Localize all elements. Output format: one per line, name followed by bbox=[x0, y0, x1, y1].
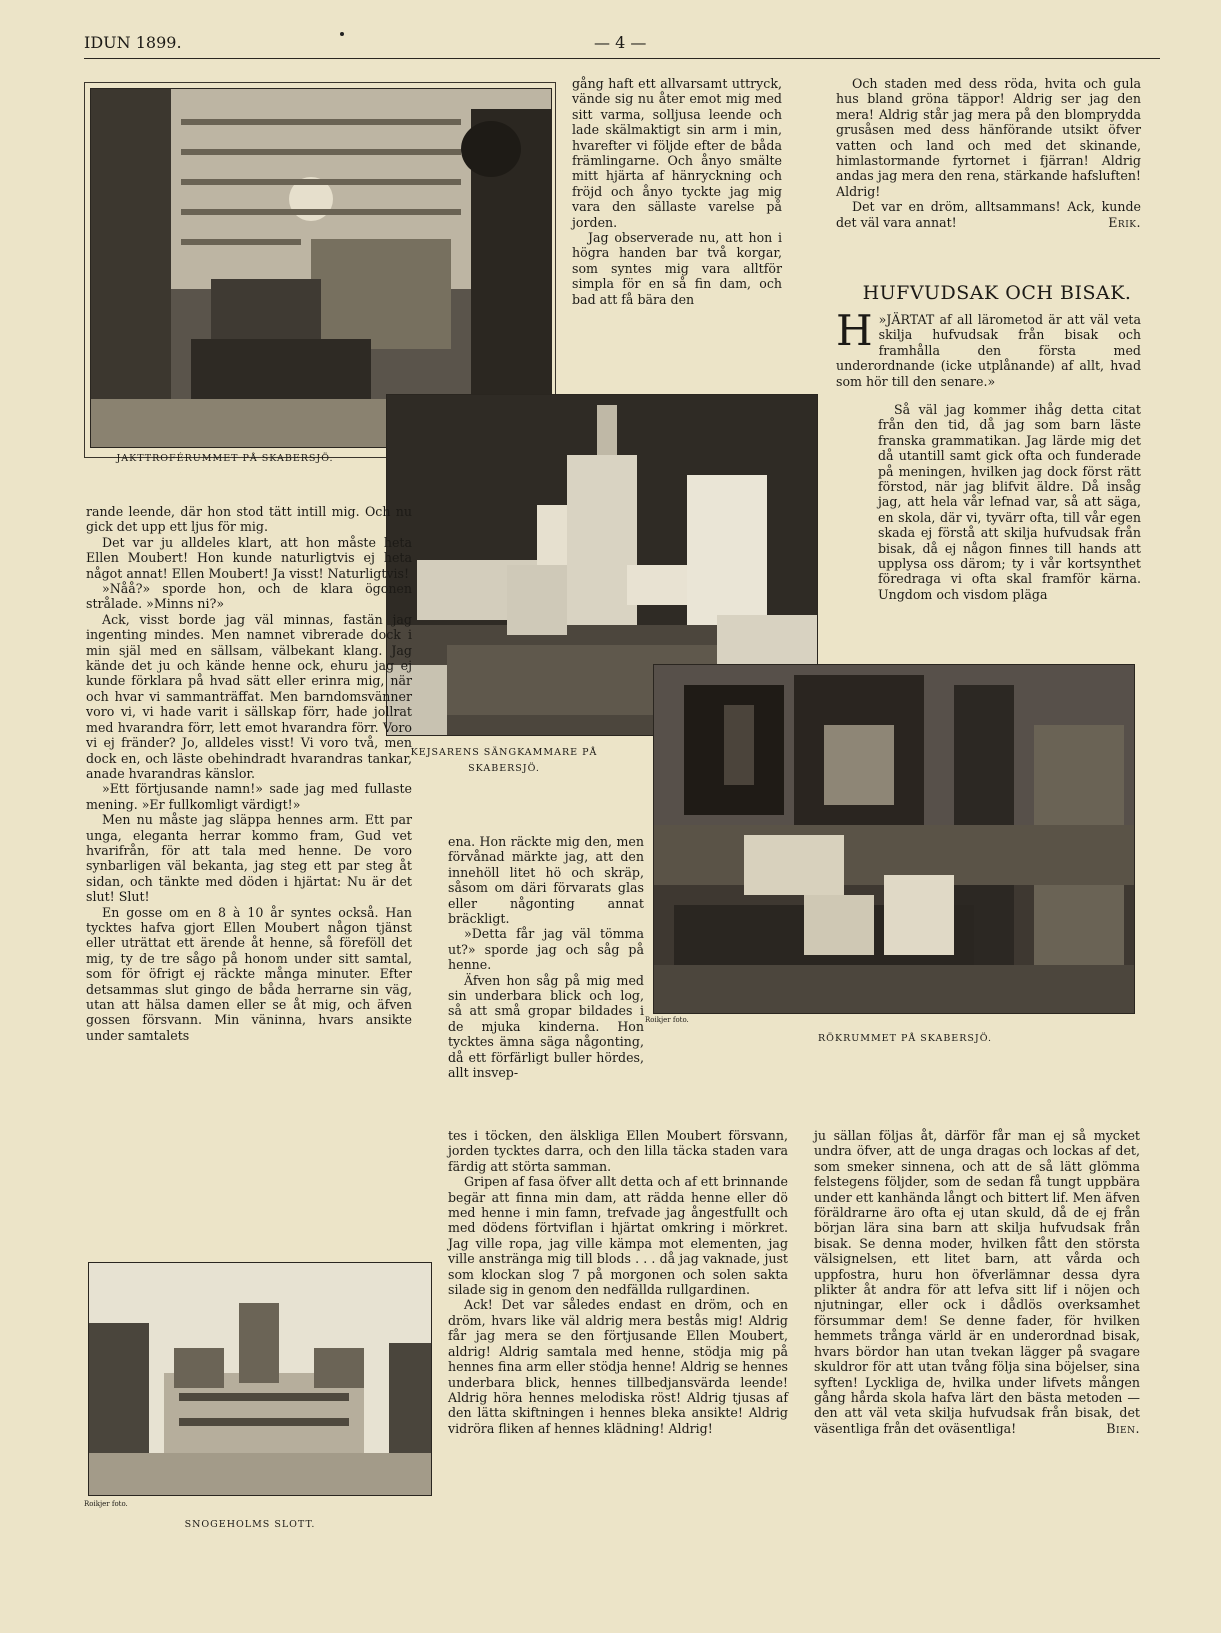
paragraph-text: Det var en dröm, alltsammans! Ack, kunde det väl vara annat! bbox=[836, 199, 1141, 230]
header-rule bbox=[84, 58, 1160, 59]
paragraph-text: ju sällan följas åt, därför får man ej så mycket undra öfver, att de unga dragas och lockas af det, som smeker sinnena, och att de så lätt glömma felstegens följder, som de sedan få tungt uppbära under ett kanhända långt och bittert lif. Men äfven föräldrarne äro ofta ej utan skuld, då de ej från början lära sina barn att skilja hufvudsak från bisak. Se denna moder, hvilken fått den största välsignelsen, ett litet barn, att vårda och uppfostra, huru hon öfverlämnar dessa dyra plikter åt andra för att lefva sitt lif i nöjen och njutningar, eller ock i dådlös overksamhet försummar dem! Se denne fader, för hvilken hemmets trånga värld är en underordnad bisak, hvars bördor han utan tvekan lägger på svagare skuldror för att utan tvång följa sina böjelser, sina syften! Lyckliga de, hvilka under lifvets mången gång hårda skola hafva lärt den bästa metoden — den att väl veta skilja hufvudsak från bisak, det väsentliga från det oväsentliga! bbox=[814, 1128, 1140, 1436]
caption-kejsar-1: KEJSARENS SÄNGKAMMARE PÅ bbox=[410, 747, 598, 758]
paragraph: Ack! Det var således endast en dröm, och en dröm, hvars like väl aldrig mera bestås mig! Aldrig får jag mera se den förtjusande Ellen Moubert, aldrig! Aldrig samtala med henne, stödja mig på hennes fina arm eller stödja henne! Aldrig se hennes underbara blick, hennes tillbedjansvärda leende! Aldrig höra hennes melodiska röst! Aldrig tjusas af den lätta skiftningen i hennes bleka ansikte! Aldrig vidröra fliken af hennes klädning! Aldrig! bbox=[448, 1297, 788, 1436]
masthead-title: IDUN 1899. bbox=[84, 33, 182, 52]
photo-rokrummet bbox=[653, 664, 1135, 1014]
column-left bbox=[86, 504, 412, 1043]
article-intro bbox=[836, 306, 1141, 389]
paragraph bbox=[836, 199, 1141, 230]
paragraph: »Nåå?» sporde hon, och de klara ögonen strålade. »Minns ni?» bbox=[86, 581, 412, 612]
paragraph: ena. Hon räckte mig den, men förvånad märkte jag, att den innehöll litet hö och skräp, såsom om däri förvarats glas eller någonting annat bräckligt. bbox=[448, 834, 644, 927]
paragraph: rande leende, där hon stod tätt intill mig. Och nu gick det upp ett ljus för mig. bbox=[86, 504, 412, 535]
caption-kejsar-2: SKABERSJÖ. bbox=[468, 763, 540, 774]
paragraph: »Detta får jag väl tömma ut?» sporde jag och såg på henne. bbox=[448, 926, 644, 973]
paragraph: Men nu måste jag släppa hennes arm. Ett par unga, eleganta herrar kommo fram, Gud vet hvarifrån, för att tala med henne. De voro synbarligen väl bekanta, jag steg ett par steg åt sidan, och tänkte med döden i hjärtat: Nu är det slut! Slut! bbox=[86, 812, 412, 905]
paragraph: Och staden med dess röda, hvita och gula hus bland gröna täppor! Aldrig ser jag den mera! Aldrig står jag mera på den blomprydda grusåsen med dess hänförande utsikt öfver vatten och land och med det skinande, himlastormande fyrtornet i fjärran! Aldrig andas jag mera den rena, stärkande hafsluften! Aldrig! bbox=[836, 76, 1141, 199]
column-right-top bbox=[836, 76, 1141, 230]
paragraph: Ack, visst borde jag väl minnas, fastän jag ingenting mindes. Men namnet vibrerade dock i min själ med en sällsam, välbekant klang. Jag kände det ju och kände henne ock, ehuru jag ej kunde förklara på hvad sätt eller erinra mig, när och hvar vi sammanträffat. Men barndomsvänner voro vi, vi hade varit i sällskap förr, hade jollrat med hvarandra förr, lett emot hvarandra förr. Voro vi ej fränder? Jo, alldeles visst! Vi voro två, men dock en, och läste obehindradt hvarandras tankar, anade hvarandras känslor. bbox=[86, 611, 412, 781]
paragraph bbox=[836, 306, 1141, 389]
paragraph: tes i töcken, den älskliga Ellen Moubert försvann, jorden tycktes darra, och den lilla täcka staden vara färdig att störta samman. bbox=[448, 1128, 788, 1174]
paragraph: Det var ju alldeles klart, att hon måste heta Ellen Moubert! Hon kunde naturligtvis ej heta något annat! Ellen Moubert! Ja visst! Naturligtvis! bbox=[86, 534, 412, 581]
article-headline: HUFVUDSAK OCH BISAK. bbox=[862, 282, 1132, 304]
column-mid-narrow bbox=[448, 834, 644, 1081]
paragraph: Jag observerade nu, att hon i högra handen bar två korgar, som syntes mig vara alltför simpla för en så fin dam, och bad att få bära den bbox=[572, 230, 782, 307]
caption-snog: SNOGEHOLMS SLOTT. bbox=[184, 1519, 316, 1530]
paragraph: gång haft ett allvarsamt uttryck, vände sig nu åter emot mig med sitt varma, solljusa leende och lade skälmaktigt sin arm i min, hvarefter vi följde efter de båda främlingarne. Och ånyo smälte mitt hjärta af hänryckning och fröjd och ånyo tyckte jag mig vara den sällaste varelse på jorden. bbox=[572, 76, 782, 230]
paragraph bbox=[814, 1128, 1140, 1436]
page-number: — 4 — bbox=[594, 33, 647, 52]
photo-snogeholms-slott bbox=[88, 1262, 432, 1496]
caption-jakt: JAKTTROFÉRUMMET PÅ SKABERSJÖ. bbox=[116, 453, 334, 464]
paragraph: Äfven hon såg på mig med sin underbara blick och log, så att små gropar bildades i de mjuka kinderna. Hon tycktes ämna säga någonting, då ett förfärligt buller hördes, allt insvep- bbox=[448, 972, 644, 1081]
paragraph: Så väl jag kommer ihåg detta citat från den tid, då jag som barn läste franska grammatikan. Jag lärde mig det då utantill samt gick ofta och funderade på meningen, hvilken jag dock först rätt förstod, när jag blifvit äldre. Då insåg jag, att hela vår lefnad var, så att säga, en skola, där vi, tyvärr ofta, till vår egen skada ej förstå att skilja hufvudsak från bisak, då ej någon finnes till hands att upplysa oss därom; ty i vår kortsynthet föredraga vi ofta skal framför kärna. Ungdom och visdom pläga bbox=[878, 402, 1141, 602]
masthead bbox=[84, 33, 1160, 55]
credit-snog: Roikjer foto. bbox=[84, 1500, 128, 1508]
ink-dot bbox=[340, 32, 344, 36]
credit-rok: Roikjer foto. bbox=[645, 1016, 689, 1024]
paragraph: »Ett förtjusande namn!» sade jag med fullaste mening. »Er fullkomligt värdigt!» bbox=[86, 781, 412, 812]
column-mid-wide bbox=[448, 1128, 788, 1436]
signature-bien: Bien. bbox=[1106, 1420, 1140, 1436]
article-second bbox=[878, 402, 1141, 602]
signature-erik: Erik. bbox=[1108, 214, 1141, 230]
column-right-bottom bbox=[814, 1128, 1140, 1436]
drop-cap: H bbox=[836, 306, 873, 355]
paragraph-text: »JÄRTAT af all lärometod är att väl veta skilja hufvudsak från bisak och framhålla den första med underordnande (icke utplånande) af allt, hvad som hör till den senare.» bbox=[836, 312, 1141, 389]
column-mid-top bbox=[572, 76, 782, 307]
paragraph: En gosse om en 8 à 10 år syntes också. Han tycktes hafva gjort Ellen Moubert någon tjänst eller uträttat ett ärende åt henne, så föreföll det mig, ty de tre sågo på honom under sitt samtal, som för öfrigt ej räckte många minuter. Efter detsammas slut gingo de båda herrarne sin väg, utan att hälsa damen eller se åt mig, och äfven gossen försvann. Min väninna, hvars ansikte under samtalets bbox=[86, 904, 412, 1043]
paragraph: Gripen af fasa öfver allt detta och af ett brinnande begär att finna min dam, att rädda henne eller dö med henne i min famn, trefvade jag ångestfullt och med dödens förtviflan i hjärtat omkring i mörkret. Jag ville ropa, jag ville kämpa mot elementen, jag ville anstränga mig till blods . . . då jag vaknade, just som klockan slog 7 på morgonen och solen sakta silade sig in genom den nedfällda rullgardinen. bbox=[448, 1174, 788, 1298]
caption-rok: RÖKRUMMET PÅ SKABERSJÖ. bbox=[818, 1033, 992, 1044]
